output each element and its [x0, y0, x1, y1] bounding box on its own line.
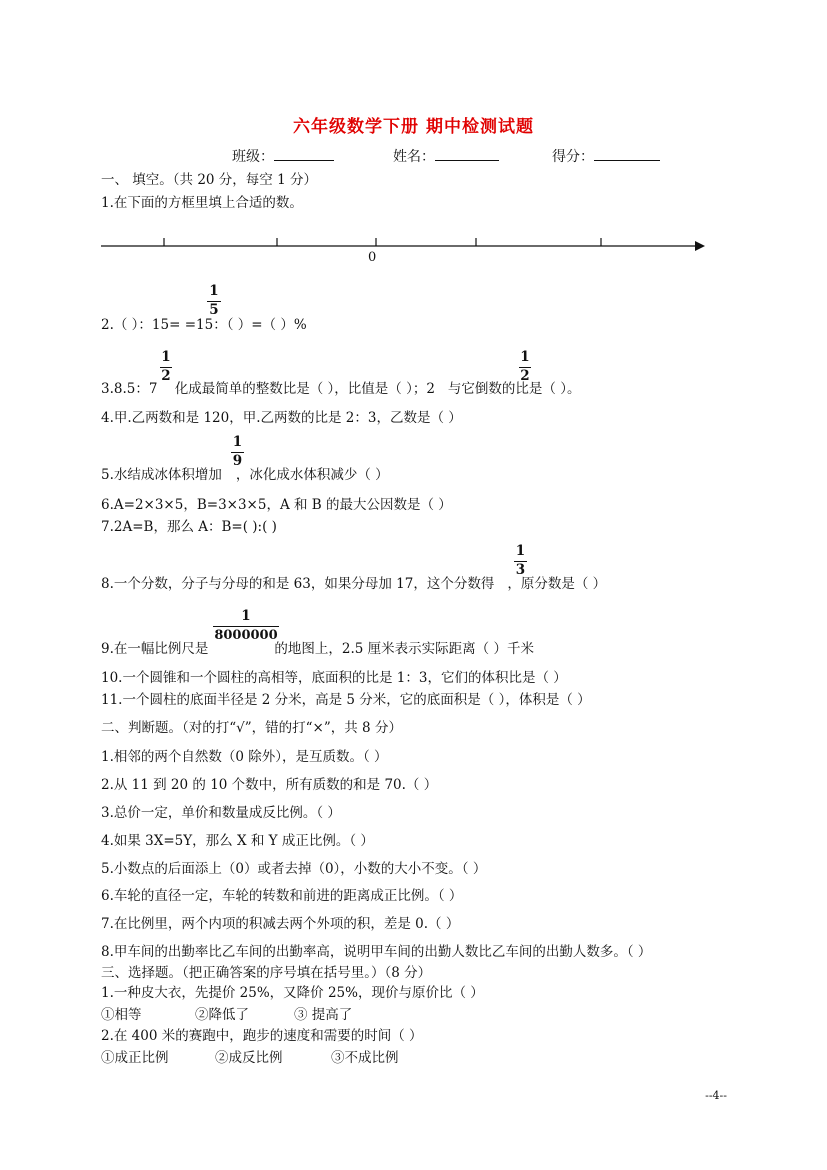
question-1-10: 10.一个圆锥和一个圆柱的高相等，底面积的比是 1：3，它们的体积比是（ ） — [101, 670, 567, 686]
fraction-numerator: 1 — [232, 434, 243, 450]
fraction-denominator: 3 — [515, 561, 526, 578]
question-1-9-part-a: 9.在一幅比例尺是 — [101, 641, 209, 657]
question-1-2: 2.（ ）：15= =15：（ ）=（ ）% — [101, 317, 307, 333]
fraction-denominator: 9 — [232, 452, 243, 469]
score-blank — [594, 146, 660, 161]
question-1-3-part-b: 化成最简单的整数比是（ ），比值是（ ）；2 — [170, 381, 435, 397]
score-field — [552, 146, 660, 166]
judgement-item: 2.从 11 到 20 的 10 个数中，所有质数的和是 70.（ ） — [101, 777, 438, 793]
question-1-3-part-c: 与它倒数的比是（ ）。 — [447, 381, 581, 397]
fraction-1-3 — [514, 545, 527, 577]
fraction-1-2 — [160, 351, 172, 383]
choice-option: ③不成比例 — [331, 1050, 399, 1066]
section3-heading: 三、选择题。（把正确答案的序号填在括号里。）（8 分） — [101, 965, 432, 981]
fraction-numerator: 1 — [241, 608, 251, 624]
name-label: 姓名： — [393, 149, 435, 165]
question-1-7: 7.2A=B，那么 A：B=( ):( ) — [101, 519, 277, 535]
choice-option: ②成反比例 — [215, 1050, 283, 1066]
fraction-numerator: 1 — [515, 543, 526, 559]
fraction-numerator: 1 — [161, 349, 171, 365]
question-1-9 — [101, 637, 534, 657]
class-blank — [274, 146, 334, 161]
judgement-item: 8.甲车间的出勤率比乙车间的出勤率高，说明甲车间的出勤人数比乙车间的出勤人数多。（ ） — [101, 944, 652, 960]
choice-option: ①成正比例 — [101, 1050, 169, 1066]
number-line-arrow-icon — [695, 241, 705, 251]
question-1-1: 1.在下面的方框里填上合适的数。 — [101, 195, 303, 211]
fraction-denominator: 2 — [161, 367, 171, 384]
fraction-numerator: 1 — [520, 349, 530, 365]
choice-option: ①相等 — [101, 1007, 142, 1023]
number-line-zero-label: 0 — [368, 250, 377, 265]
section1-heading: 一、 填空。（共 20 分，每空 1 分） — [101, 172, 317, 188]
choice-question-2: 2.在 400 米的赛跑中，跑步的速度和需要的时间（ ） — [101, 1028, 423, 1044]
fraction-1-5 — [207, 285, 221, 317]
fraction-numerator: 1 — [209, 283, 219, 299]
section2-heading: 二、判断题。（对的打“√”，错的打“×”，共 8 分） — [101, 720, 402, 736]
judgement-item: 3.总价一定，单价和数量成反比例。（ ） — [101, 805, 341, 821]
page-title: 六年级数学下册 期中检测试题 — [293, 117, 534, 137]
choice-option: ③ 提高了 — [294, 1007, 353, 1023]
fraction-denominator: 8000000 — [214, 627, 278, 643]
number-line — [101, 238, 706, 268]
fraction-denominator: 5 — [209, 301, 219, 318]
question-1-8-part-b: ，原分数是（ ） — [507, 576, 607, 592]
judgement-item: 4.如果 3X=5Y，那么 X 和 Y 成正比例。（ ） — [101, 833, 374, 849]
question-1-3 — [101, 377, 580, 397]
question-1-6: 6.A=2×3×5，B=3×3×5，A 和 B 的最大公因数是（ ） — [101, 497, 452, 513]
class-field — [232, 146, 334, 166]
judgement-item: 6.车轮的直径一定，车轮的转数和前进的距离成正比例。（ ） — [101, 888, 463, 904]
fraction-denominator: 2 — [520, 367, 530, 384]
question-1-4: 4.甲.乙两数和是 120，甲.乙两数的比是 2：3，乙数是（ ） — [101, 410, 462, 426]
question-1-8 — [101, 572, 606, 592]
name-field — [393, 146, 499, 166]
question-1-11: 11.一个圆柱的底面半径是 2 分米，高是 5 分米，它的底面积是（ ），体积是（ ） — [101, 692, 591, 708]
question-1-8-part-a: 8.一个分数，分子与分母的和是 63，如果分母加 17，这个分数得 — [101, 576, 495, 592]
fraction-1-8000000 — [213, 610, 279, 642]
judgement-item: 1.相邻的两个自然数（0 除外），是互质数。（ ） — [101, 749, 388, 765]
judgement-item: 5.小数点的后面添上（0）或者去掉（0），小数的大小不变。（ ） — [101, 861, 487, 877]
fraction-1-9 — [231, 436, 244, 468]
name-blank — [435, 146, 499, 161]
choice-question-1: 1.一种皮大衣，先提价 25%，又降价 25%，现价与原价比（ ） — [101, 985, 484, 1001]
class-label: 班级： — [232, 149, 274, 165]
page-number: --4-- — [705, 1089, 727, 1102]
question-1-5-part-b: ，冰化成水体积减少（ ） — [235, 467, 389, 483]
judgement-item: 7.在比例里，两个内项的积减去两个外项的积，差是 0.（ ） — [101, 916, 460, 932]
choice-option: ②降低了 — [195, 1007, 249, 1023]
question-1-5 — [101, 463, 389, 483]
question-1-3-part-a: 3.8.5：7 — [101, 381, 158, 397]
fraction-1-2 — [519, 351, 531, 383]
question-1-5-part-a: 5.水结成冰体积增加 — [101, 467, 222, 483]
question-1-9-part-b: 的地图上，2.5 厘米表示实际距离（ ）千米 — [274, 641, 534, 657]
score-label: 得分： — [552, 149, 594, 165]
